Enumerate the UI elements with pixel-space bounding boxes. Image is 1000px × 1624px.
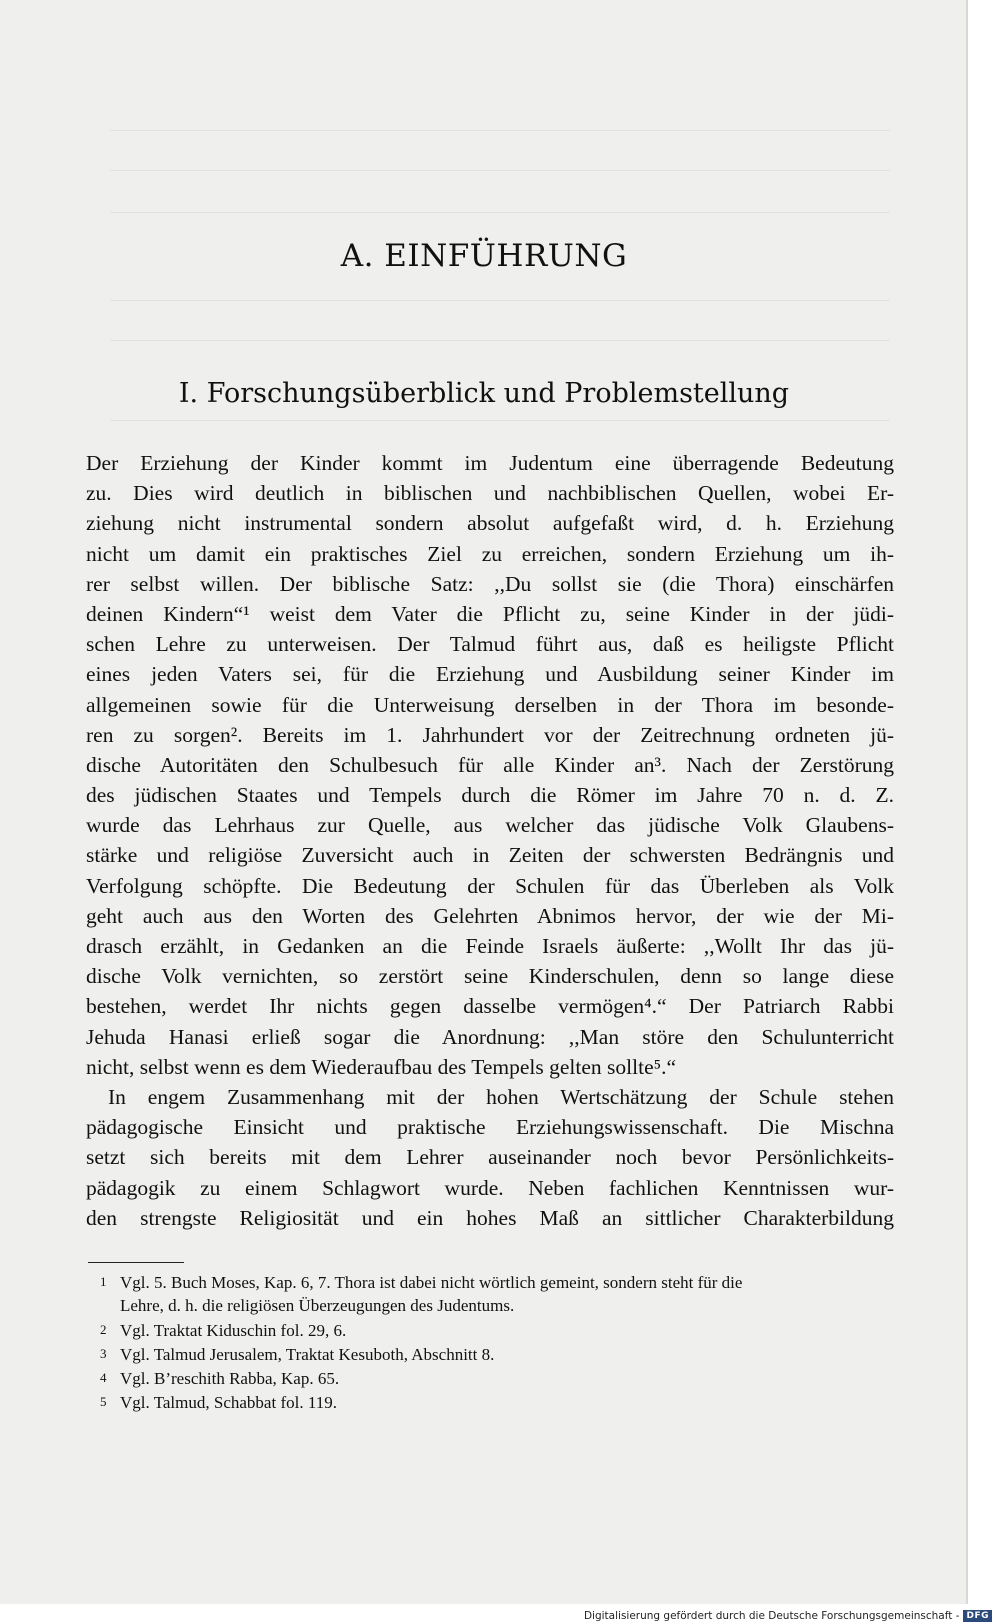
text-line: nicht um damit ein praktisches Ziel zu erreichen, sondern Erziehung um ih-: [86, 541, 894, 566]
text-line: den strengste Religiosität und ein hohes Maß an sittlicher Charakterbildung: [86, 1205, 894, 1230]
footnote-number: 3: [100, 1346, 107, 1361]
body-text: [86, 448, 894, 1233]
footnote-text: Lehre, d. h. die religiösen Überzeugungen des Judentums.: [120, 1296, 515, 1315]
section-title: I. Forschungsüberblick und Problemstellung: [178, 378, 790, 409]
text-line: pädagogische Einsicht und praktische Erziehungswissenschaft. Die Mischna: [86, 1115, 894, 1140]
text-line: allgemeinen sowie für die Unterweisung derselben in der Thora im besonde-: [86, 692, 894, 717]
text-line: dische Volk vernichten, so zerstört seine Kinderschulen, denn so lange diese: [86, 964, 894, 989]
footnotes: [100, 1270, 894, 1414]
credit-text: Digitalisierung gefördert durch die Deutsche Forschungsgemeinschaft -: [583, 1610, 960, 1622]
footnote-divider: [88, 1262, 184, 1263]
footnote-text: Vgl. Traktat Kiduschin fol. 29, 6.: [120, 1321, 347, 1340]
footnote-text: Vgl. Talmud, Schabbat fol. 119.: [120, 1393, 337, 1412]
chapter-title: A. EINFÜHRUNG: [340, 238, 628, 274]
text-line: drasch erzählt, in Gedanken an die Feinde Israels äußerte: ,,Wollt Ihr das jü-: [86, 934, 894, 958]
text-line: stärke und religiöse Zuversicht auch in Zeiten der schwersten Bedrängnis und: [86, 843, 894, 868]
digitization-credit: [584, 1610, 992, 1622]
text-line: nicht, selbst wenn es dem Wiederaufbau des Tempels gelten sollte⁵.“: [86, 1054, 677, 1079]
footnote: [100, 1366, 894, 1390]
text-line: zu. Dies wird deutlich in biblischen und nachbiblischen Quellen, wobei Er-: [86, 481, 894, 506]
text-line: deinen Kindern“¹ weist dem Vater die Pflicht zu, seine Kinder in der jüdi-: [86, 601, 894, 626]
text-line: setzt sich bereits mit dem Lehrer auseinander noch bevor Persönlichkeits-: [86, 1145, 894, 1170]
footnote-text: Vgl. 5. Buch Moses, Kap. 6, 7. Thora ist dabei nicht wörtlich gemeint, sondern steht für die: [120, 1273, 743, 1292]
text-line: geht auch aus den Worten des Gelehrten Abnimos hervor, der wie der Mi-: [86, 903, 894, 928]
footnote: [100, 1270, 894, 1294]
footnote-number: 2: [100, 1322, 107, 1337]
text-line: ren zu sorgen². Bereits im 1. Jahrhundert vor der Zeitrechnung ordneten jü-: [86, 722, 894, 747]
text-line: schen Lehre zu unterweisen. Der Talmud führt aus, daß es heiligste Pflicht: [86, 632, 894, 657]
footnote-text: Vgl. Talmud Jerusalem, Traktat Kesuboth, Abschnitt 8.: [120, 1345, 495, 1364]
footnote: [100, 1318, 894, 1342]
text-line: des jüdischen Staates und Tempels durch die Römer im Jahre 70 n. d. Z.: [86, 783, 894, 808]
dfg-logo: DFG: [963, 1610, 992, 1622]
text-line: rer selbst willen. Der biblische Satz: ,,Du sollst sie (die Thora) einschärfen: [86, 571, 894, 596]
text-line: Jehuda Hanasi erließ sogar die Anordnung: ,,Man störe den Schulunterricht: [86, 1024, 894, 1049]
footnote-number: 1: [100, 1274, 107, 1289]
footnote: [100, 1294, 894, 1318]
text-line: dische Autoritäten den Schulbesuch für alle Kinder an³. Nach der Zerstörung: [86, 752, 894, 777]
text-line: In engem Zusammenhang mit der hohen Wertschätzung der Schule stehen: [108, 1084, 894, 1109]
text-line: wurde das Lehrhaus zur Quelle, aus welcher das jüdische Volk Glaubens-: [86, 813, 894, 838]
footnote-number: 5: [100, 1394, 107, 1409]
text-line: Der Erziehung der Kinder kommt im Judentum eine überragende Bedeutung: [86, 451, 894, 475]
text-line: eines jeden Vaters sei, für die Erziehung und Ausbildung seiner Kinder im: [86, 662, 894, 687]
footnote: [100, 1342, 894, 1366]
footnote-number: 4: [100, 1370, 107, 1385]
footnote-text: Vgl. B’reschith Rabba, Kap. 65.: [120, 1369, 340, 1388]
text-line: bestehen, werdet Ihr nichts gegen dasselbe vermögen⁴.“ Der Patriarch Rabbi: [86, 994, 894, 1019]
footnote: [100, 1390, 894, 1414]
text-line: Verfolgung schöpfte. Die Bedeutung der Schulen für das Überleben als Volk: [86, 873, 894, 898]
text-line: pädagogik zu einem Schlagwort wurde. Neben fachlichen Kenntnissen wur-: [86, 1175, 894, 1200]
text-line: ziehung nicht instrumental sondern absolut aufgefaßt wird, d. h. Erziehung: [86, 511, 894, 536]
